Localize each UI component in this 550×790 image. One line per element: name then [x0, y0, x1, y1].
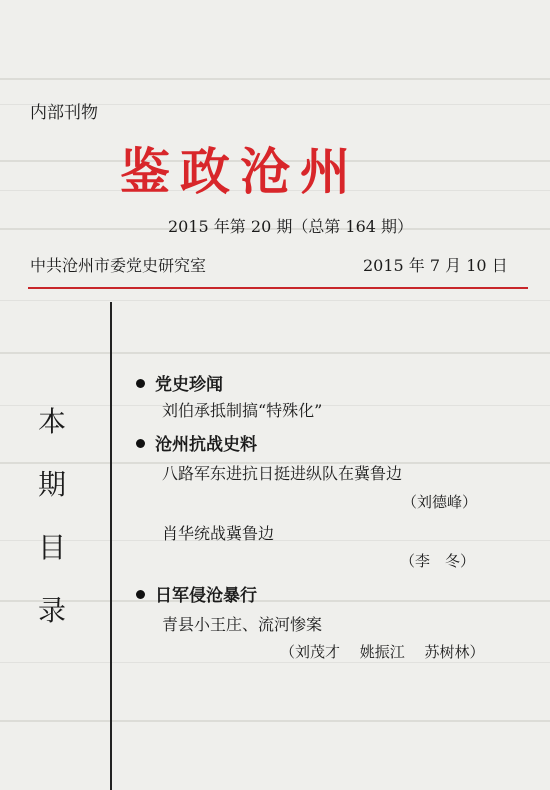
toc-label-char: 期	[38, 468, 67, 501]
toc-article-author: （刘茂才 姚振江 苏树林）	[280, 643, 485, 661]
masthead-title: 鉴政沧州	[120, 143, 360, 201]
toc-section-header	[136, 581, 257, 606]
toc-vertical-divider	[110, 302, 112, 790]
section-title: 党史珍闻	[155, 375, 223, 395]
publisher: 中共沧州市委党史研究室	[30, 256, 207, 275]
toc-label-char: 本	[38, 405, 67, 438]
bullet-icon	[136, 590, 145, 599]
toc-section-header	[136, 370, 223, 395]
issue-number: 2015 年第 20 期（总第 164 期）	[168, 217, 414, 236]
publication-date: 2015 年 7 月 10 日	[363, 256, 508, 275]
internal-publication-label: 内部刊物	[30, 103, 98, 123]
toc-article-author: （刘德峰）	[402, 493, 478, 511]
bullet-icon	[136, 439, 145, 448]
toc-article-title: 刘伯承抵制搞“特殊化”	[162, 401, 323, 420]
section-title: 日军侵沧暴行	[155, 586, 257, 606]
bullet-icon	[136, 379, 145, 388]
section-title: 沧州抗战史料	[155, 435, 257, 455]
toc-label-char: 录	[38, 594, 67, 627]
toc-label-char: 目	[38, 531, 67, 564]
toc-article-title: 青县小王庄、流河惨案	[162, 615, 323, 634]
toc-article-title: 八路军东进抗日挺进纵队在冀鲁边	[162, 464, 403, 483]
toc-article-author: （李 冬）	[400, 552, 476, 570]
header-divider	[28, 287, 528, 289]
toc-article-title: 肖华统战冀鲁边	[162, 524, 275, 543]
toc-section-header	[136, 430, 257, 455]
